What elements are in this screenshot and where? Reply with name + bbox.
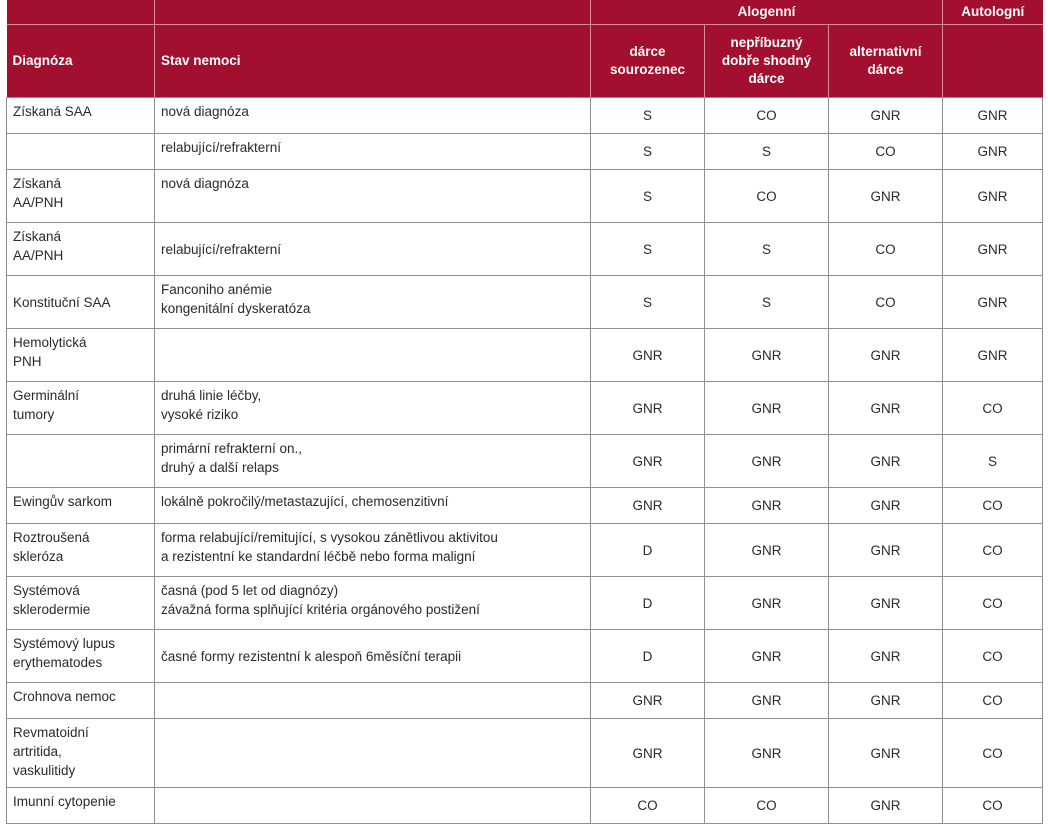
table-row [7,683,1043,719]
header-line: alternativní [849,44,922,59]
table-row [7,788,1043,824]
autologous-cell: CO [943,683,1043,719]
diagnosis-cell-line: sklerodermie [13,602,91,617]
alternative-donor-cell: GNR [829,788,943,824]
table-header [7,0,1043,98]
alternative-donor-cell: GNR [829,630,943,683]
diagnosis-cell-line: Germinální [13,388,80,403]
diagnosis-cell [7,98,155,134]
unrelated-donor-cell: CO [705,98,829,134]
sibling-donor-cell: GNR [591,382,705,435]
header-group-row [7,0,1043,25]
diagnosis-cell-line: PNH [13,354,42,369]
diagnosis-cell [7,435,155,488]
header-line: dárce [629,44,666,59]
unrelated-donor-cell: S [705,276,829,329]
diagnosis-cell-line: Získaná SAA [13,104,92,119]
autologous-cell: GNR [943,223,1043,276]
diagnosis-cell-line: tumory [13,407,55,422]
diagnosis-cell [7,134,155,170]
sibling-donor-cell: D [591,630,705,683]
sibling-donor-cell: GNR [591,435,705,488]
alternative-donor-cell: GNR [829,98,943,134]
sibling-donor-cell: GNR [591,683,705,719]
disease-state-cell-line: druhý a další relaps [161,460,279,475]
diagnosis-cell [7,524,155,577]
disease-state-cell-line: relabující/refrakterní [161,241,282,257]
unrelated-donor-cell: GNR [705,683,829,719]
table-row [7,329,1043,382]
diagnosis-cell-line: Konstituční SAA [13,294,111,310]
autologous-cell: GNR [943,98,1043,134]
header-alternative-donor [829,25,943,98]
table-row [7,276,1043,329]
disease-state-cell-line: lokálně pokročilý/metastazující, chemosenzitivní [161,494,449,509]
sibling-donor-cell: S [591,276,705,329]
autologous-cell: S [943,435,1043,488]
disease-state-cell-line: časné formy rezistentní k alespoň 6měsíční terapii [161,648,462,664]
diagnosis-cell [7,488,155,524]
diagnosis-cell-line: Hemolytická [13,335,87,350]
diagnosis-cell-line: erythematodes [13,655,103,670]
diagnosis-cell-line: artritida, [13,744,62,759]
unrelated-donor-cell: CO [705,788,829,824]
alternative-donor-cell: CO [829,134,943,170]
unrelated-donor-cell: GNR [705,435,829,488]
unrelated-donor-cell: GNR [705,488,829,524]
disease-state-cell [155,170,591,223]
disease-state-cell-line: druhá linie léčby, [161,388,262,403]
header-sibling-donor [591,25,705,98]
table-row [7,170,1043,223]
diagnosis-cell-line: Systémový lupus [13,636,116,651]
header-unrelated-donor [705,25,829,98]
diagnosis-cell-line: Získaná [13,229,62,244]
alternative-donor-cell: CO [829,223,943,276]
autologous-cell: CO [943,788,1043,824]
table-body [7,98,1043,824]
disease-state-cell [155,134,591,170]
diagnosis-cell [7,630,155,683]
indication-table-container [6,0,1042,824]
table-row [7,382,1043,435]
alternative-donor-cell: GNR [829,524,943,577]
autologous-cell: GNR [943,276,1043,329]
diagnosis-cell [7,223,155,276]
diagnosis-cell-line: Získaná [13,176,62,191]
diagnosis-cell [7,683,155,719]
disease-state-cell [155,488,591,524]
header-empty-cell [155,0,591,25]
alternative-donor-cell: GNR [829,435,943,488]
table-row [7,719,1043,788]
disease-state-cell [155,435,591,488]
disease-state-cell-line: relabující/refrakterní [161,140,282,155]
header-group-autologni: Autologní [943,0,1043,25]
disease-state-cell-line: forma relabující/remitující, s vysokou zánětlivou aktivitou [161,530,498,545]
header-line: dárce [867,62,904,77]
disease-state-cell-line: nová diagnóza [161,176,249,191]
diagnosis-cell-line: Imunní cytopenie [13,794,116,809]
disease-state-cell [155,382,591,435]
sibling-donor-cell: S [591,134,705,170]
diagnosis-cell-line: Systémová [13,583,80,598]
autologous-cell: CO [943,577,1043,630]
diagnosis-cell [7,788,155,824]
disease-state-cell-line: a rezistentní ke standardní léčbě nebo forma maligní [161,549,476,564]
sibling-donor-cell: S [591,223,705,276]
diagnosis-cell [7,719,155,788]
sibling-donor-cell: GNR [591,488,705,524]
sibling-donor-cell: S [591,98,705,134]
header-line: dobře shodný [721,53,812,68]
alternative-donor-cell: GNR [829,382,943,435]
diagnosis-cell [7,170,155,223]
header-autologous-empty [943,25,1043,98]
diagnosis-cell-line: AA/PNH [13,248,64,263]
header-group-alogenni: Alogenní [591,0,943,25]
disease-state-cell-line: nová diagnóza [161,104,249,119]
disease-state-cell [155,577,591,630]
diagnosis-cell [7,329,155,382]
disease-state-cell-line: závažná forma splňující kritéria orgánového postižení [161,602,480,617]
alternative-donor-cell: GNR [829,719,943,788]
disease-state-cell [155,223,591,276]
disease-state-cell [155,329,591,382]
alternative-donor-cell: CO [829,276,943,329]
diagnosis-cell [7,577,155,630]
disease-state-cell [155,788,591,824]
disease-state-cell-line: časná (pod 5 let od diagnózy) [161,583,339,598]
disease-state-cell [155,719,591,788]
autologous-cell: CO [943,382,1043,435]
unrelated-donor-cell: S [705,223,829,276]
table-row [7,435,1043,488]
header-line: dárce [748,71,785,86]
sibling-donor-cell: D [591,577,705,630]
disease-state-cell [155,98,591,134]
disease-state-cell [155,630,591,683]
table-row [7,488,1043,524]
indication-table [6,0,1043,824]
unrelated-donor-cell: GNR [705,577,829,630]
header-stav-nemoci: Stav nemoci [155,25,591,98]
diagnosis-cell-line: Ewingův sarkom [13,494,113,509]
unrelated-donor-cell: GNR [705,382,829,435]
diagnosis-cell-line: Roztroušená [13,530,90,545]
table-row [7,630,1043,683]
diagnosis-cell [7,382,155,435]
autologous-cell: GNR [943,329,1043,382]
disease-state-cell-line: Fanconiho anémie [161,282,273,297]
alternative-donor-cell: GNR [829,329,943,382]
unrelated-donor-cell: GNR [705,329,829,382]
table-row [7,223,1043,276]
header-column-row [7,25,1043,98]
header-diagnoza: Diagnóza [7,25,155,98]
unrelated-donor-cell: S [705,134,829,170]
header-line: nepříbuzný [730,35,803,50]
alternative-donor-cell: GNR [829,170,943,223]
alternative-donor-cell: GNR [829,577,943,630]
sibling-donor-cell: CO [591,788,705,824]
diagnosis-cell-line: Revmatoidní [13,725,89,740]
unrelated-donor-cell: GNR [705,524,829,577]
disease-state-cell-line: kongenitální dyskeratóza [161,301,311,316]
diagnosis-cell-line: skleróza [13,549,64,564]
sibling-donor-cell: S [591,170,705,223]
autologous-cell: CO [943,524,1043,577]
unrelated-donor-cell: GNR [705,719,829,788]
alternative-donor-cell: GNR [829,488,943,524]
autologous-cell: CO [943,719,1043,788]
table-row [7,98,1043,134]
table-row [7,134,1043,170]
sibling-donor-cell: GNR [591,719,705,788]
disease-state-cell-line: primární refrakterní on., [161,441,303,456]
unrelated-donor-cell: CO [705,170,829,223]
table-row [7,577,1043,630]
sibling-donor-cell: GNR [591,329,705,382]
alternative-donor-cell: GNR [829,683,943,719]
autologous-cell: CO [943,488,1043,524]
sibling-donor-cell: D [591,524,705,577]
autologous-cell: GNR [943,134,1043,170]
disease-state-cell [155,683,591,719]
disease-state-cell [155,276,591,329]
header-empty-cell [7,0,155,25]
disease-state-cell-line: vysoké riziko [161,407,239,422]
diagnosis-cell-line: vaskulitidy [13,763,76,778]
autologous-cell: CO [943,630,1043,683]
disease-state-cell [155,524,591,577]
autologous-cell: GNR [943,170,1043,223]
diagnosis-cell-line: AA/PNH [13,195,64,210]
header-line: sourozenec [609,62,686,77]
unrelated-donor-cell: GNR [705,630,829,683]
table-row [7,524,1043,577]
diagnosis-cell [7,276,155,329]
diagnosis-cell-line: Crohnova nemoc [13,689,116,704]
